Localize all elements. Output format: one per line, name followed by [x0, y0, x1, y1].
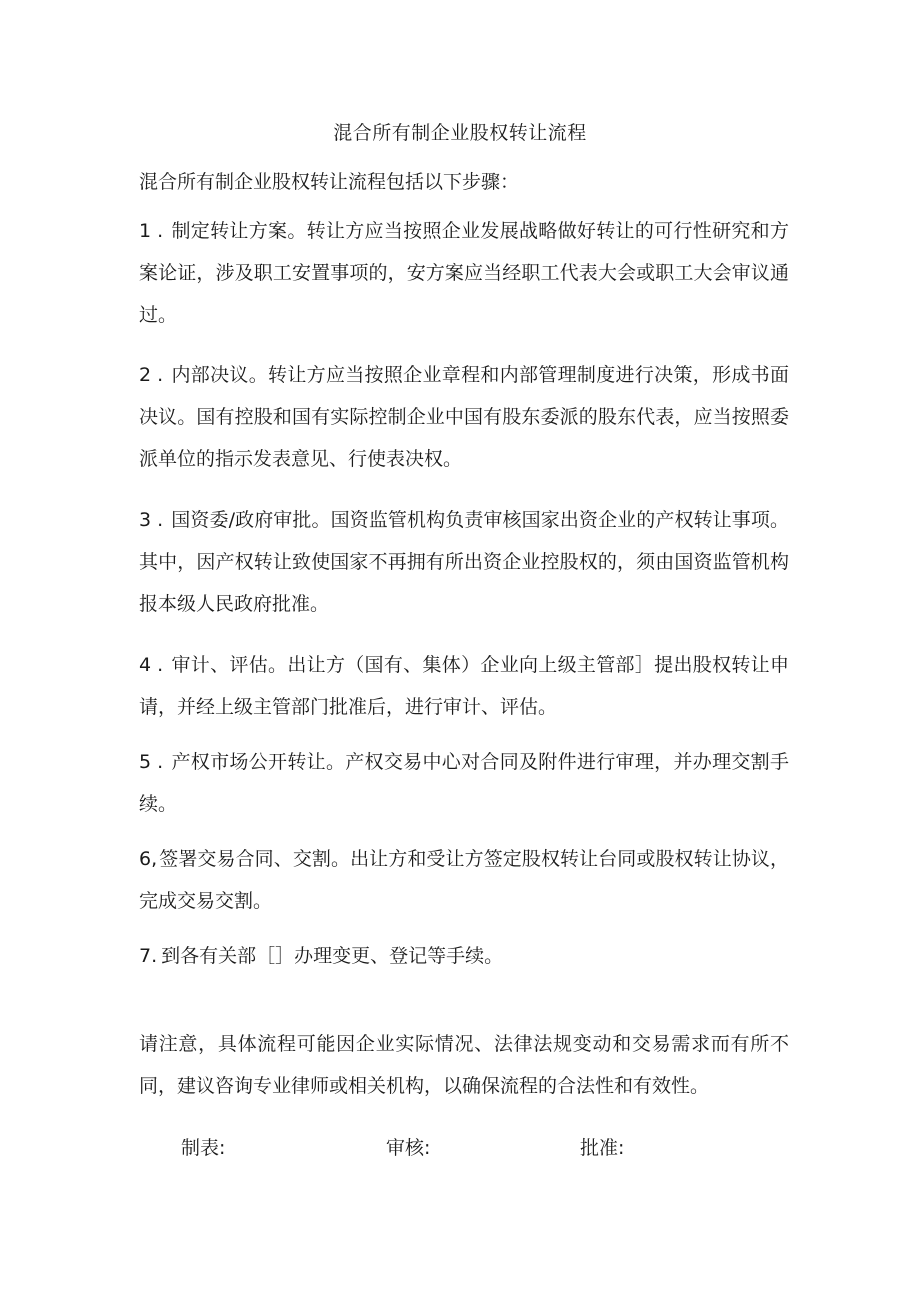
intro-paragraph: 混合所有制企业股权转让流程包括以下步骤： [139, 171, 520, 193]
step-text: 制定转让方案。转让方应当按照企业发展战略做好转让的可行性研究和方案论证，涉及职工安置事项的，安方案应当经职工代表大会或职工大会审议通过。 [139, 220, 789, 326]
step-text: 到各有关部［］办理变更、登记等手续。 [161, 945, 504, 967]
step-number: 7. [139, 945, 158, 967]
signature-row [0, 1133, 920, 1163]
prepared-by-label: 制表: [181, 1137, 226, 1159]
step-number: 5 . [139, 751, 164, 773]
step-text: 内部决议。转让方应当按照企业章程和内部管理制度进行决策，形成书面决议。国有控股和国有实际控制企业中国有股东委派的股东代表，应当按照委派单位的指示发表意见、行使表决权。 [139, 364, 789, 470]
step-text: 签署交易合同、交割。出让方和受让方签定股权转让台同或股权转让协议，完成交易交割。 [139, 848, 789, 912]
step-number: 3 . [139, 509, 164, 531]
step-3 [139, 499, 789, 625]
step-7 [139, 935, 789, 977]
step-6 [139, 838, 789, 922]
note-paragraph: 请注意，具体流程可能因企业实际情况、法律法规变动和交易需求而有所不同，建议咨询专业律师或相关机构，以确保流程的合法性和有效性。 [139, 1033, 789, 1097]
approved-by-label: 批准: [580, 1137, 625, 1159]
step-number: 1 . [139, 220, 164, 242]
step-1 [139, 210, 789, 336]
step-text: 国资委/政府审批。国资监管机构负责审核国家出资企业的产权转让事项。其中，因产权转让致使国家不再拥有所出资企业控股权的，须由国资监管机构报本级人民政府批准。 [139, 509, 789, 615]
step-number: 2 . [139, 364, 164, 386]
reviewed-by-label: 审核: [386, 1137, 431, 1159]
step-number: 4 . [139, 654, 164, 676]
step-4 [139, 644, 789, 728]
step-5 [139, 741, 789, 825]
step-number: 6, [139, 848, 158, 870]
step-2 [139, 354, 789, 480]
document-title: 混合所有制企业股权转让流程 [333, 122, 587, 144]
step-text: 产权市场公开转让。产权交易中心对合同及附件进行审理，并办理交割手续。 [139, 751, 789, 815]
step-text: 审计、评估。出让方（国有、集体）企业向上级主管部］提出股权转让申请，并经上级主管部门批准后，进行审计、评估。 [139, 654, 789, 718]
